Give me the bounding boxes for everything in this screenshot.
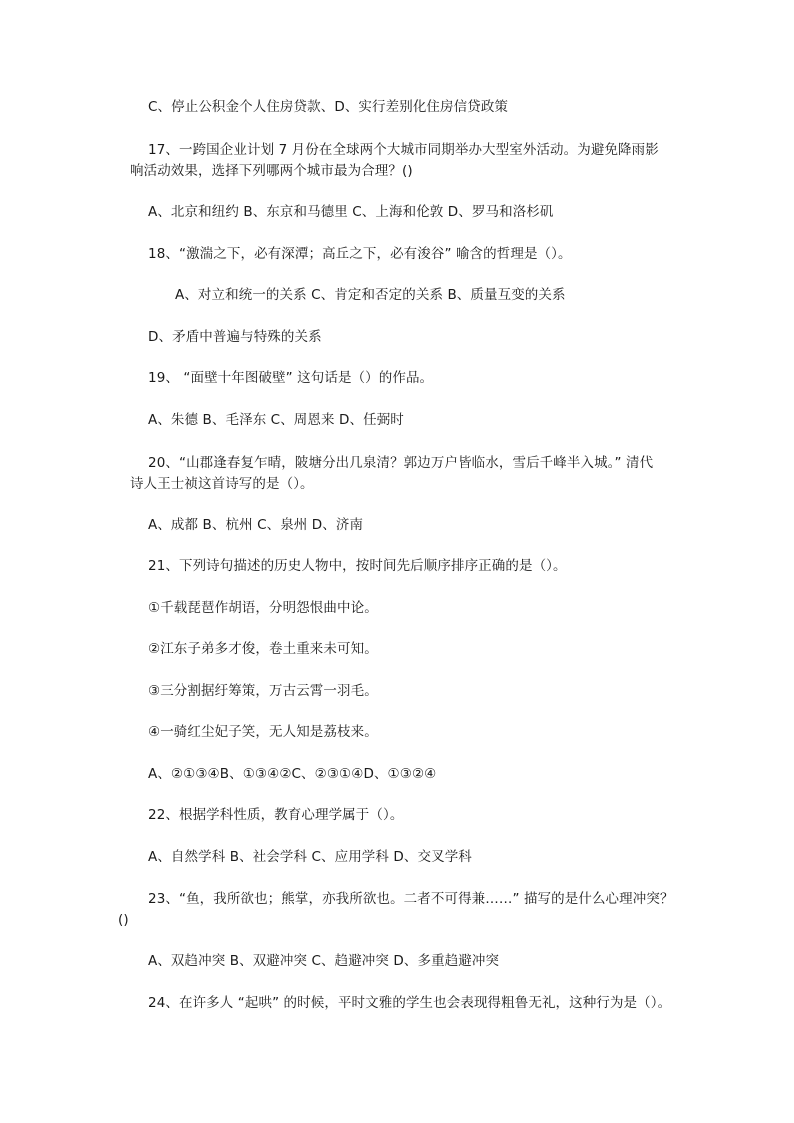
question-17-options: A、北京和纽约 B、东京和马德里 C、上海和伦敦 D、罗马和洛杉矶 (148, 204, 554, 220)
question-21-verse-4: ④一骑红尘妃子笑，无人知是荔枝来。 (148, 724, 378, 740)
question-23-options: A、双趋冲突 B、双避冲突 C、趋避冲突 D、多重趋避冲突 (148, 953, 500, 969)
question-17-line-2: 响活动效果，选择下列哪两个城市最为合理？() (130, 163, 413, 179)
question-18: 18、“激湍之下，必有深潭；高丘之下，必有浚谷” 喻含的哲理是（）。 (148, 246, 572, 262)
question-18-options-1: A、对立和统一的关系 C、肯定和否定的关系 B、质量互变的关系 (175, 287, 566, 303)
question-17-line-1: 17、一跨国企业计划 7 月份在全球两个大城市同期举办大型室外活动。为避免降雨影 (148, 142, 659, 158)
question-19: 19、 “面壁十年图破壁” 这句话是（）的作品。 (148, 370, 434, 386)
question-22-options: A、自然学科 B、社会学科 C、应用学科 D、交叉学科 (148, 849, 472, 865)
question-23-line-2: () (118, 912, 129, 928)
question-21-verse-1: ①千载琵琶作胡语，分明怨恨曲中论。 (148, 600, 378, 616)
question-24: 24、在许多人 “起哄” 的时候，平时文雅的学生也会表现得粗鲁无礼，这种行为是（）。 (148, 995, 672, 1011)
question-22: 22、根据学科性质，教育心理学属于（）。 (148, 807, 404, 823)
question-20-line-2: 诗人王士祯这首诗写的是（）。 (130, 476, 314, 492)
question-21-verse-3: ③三分割据纡筹策，万古云霄一羽毛。 (148, 683, 378, 699)
question-23-line-1: 23、“鱼，我所欲也；熊掌，亦我所欲也。二者不可得兼……” 描写的是什么心理冲突？ (148, 891, 674, 907)
question-19-options: A、朱德 B、毛泽东 C、周恩来 D、任弼时 (148, 412, 404, 428)
question-20-line-1: 20、“山郡逢春复乍晴，陂塘分出几泉清？郭边万户皆临水，雪后千峰半入城。” 清代 (148, 455, 654, 471)
option-line-16c-d: C、停止公积金个人住房贷款、D、实行差别化住房信贷政策 (148, 99, 509, 115)
question-20-options: A、成都 B、杭州 C、泉州 D、济南 (148, 517, 364, 533)
question-21: 21、下列诗句描述的历史人物中，按时间先后顺序排序正确的是（）。 (148, 558, 567, 574)
question-21-options: A、②①③④B、①③④②C、②③①④D、①③②④ (148, 766, 437, 782)
question-18-options-2: D、矛盾中普遍与特殊的关系 (148, 329, 322, 345)
question-21-verse-2: ②江东子弟多才俊，卷土重来未可知。 (148, 641, 378, 657)
